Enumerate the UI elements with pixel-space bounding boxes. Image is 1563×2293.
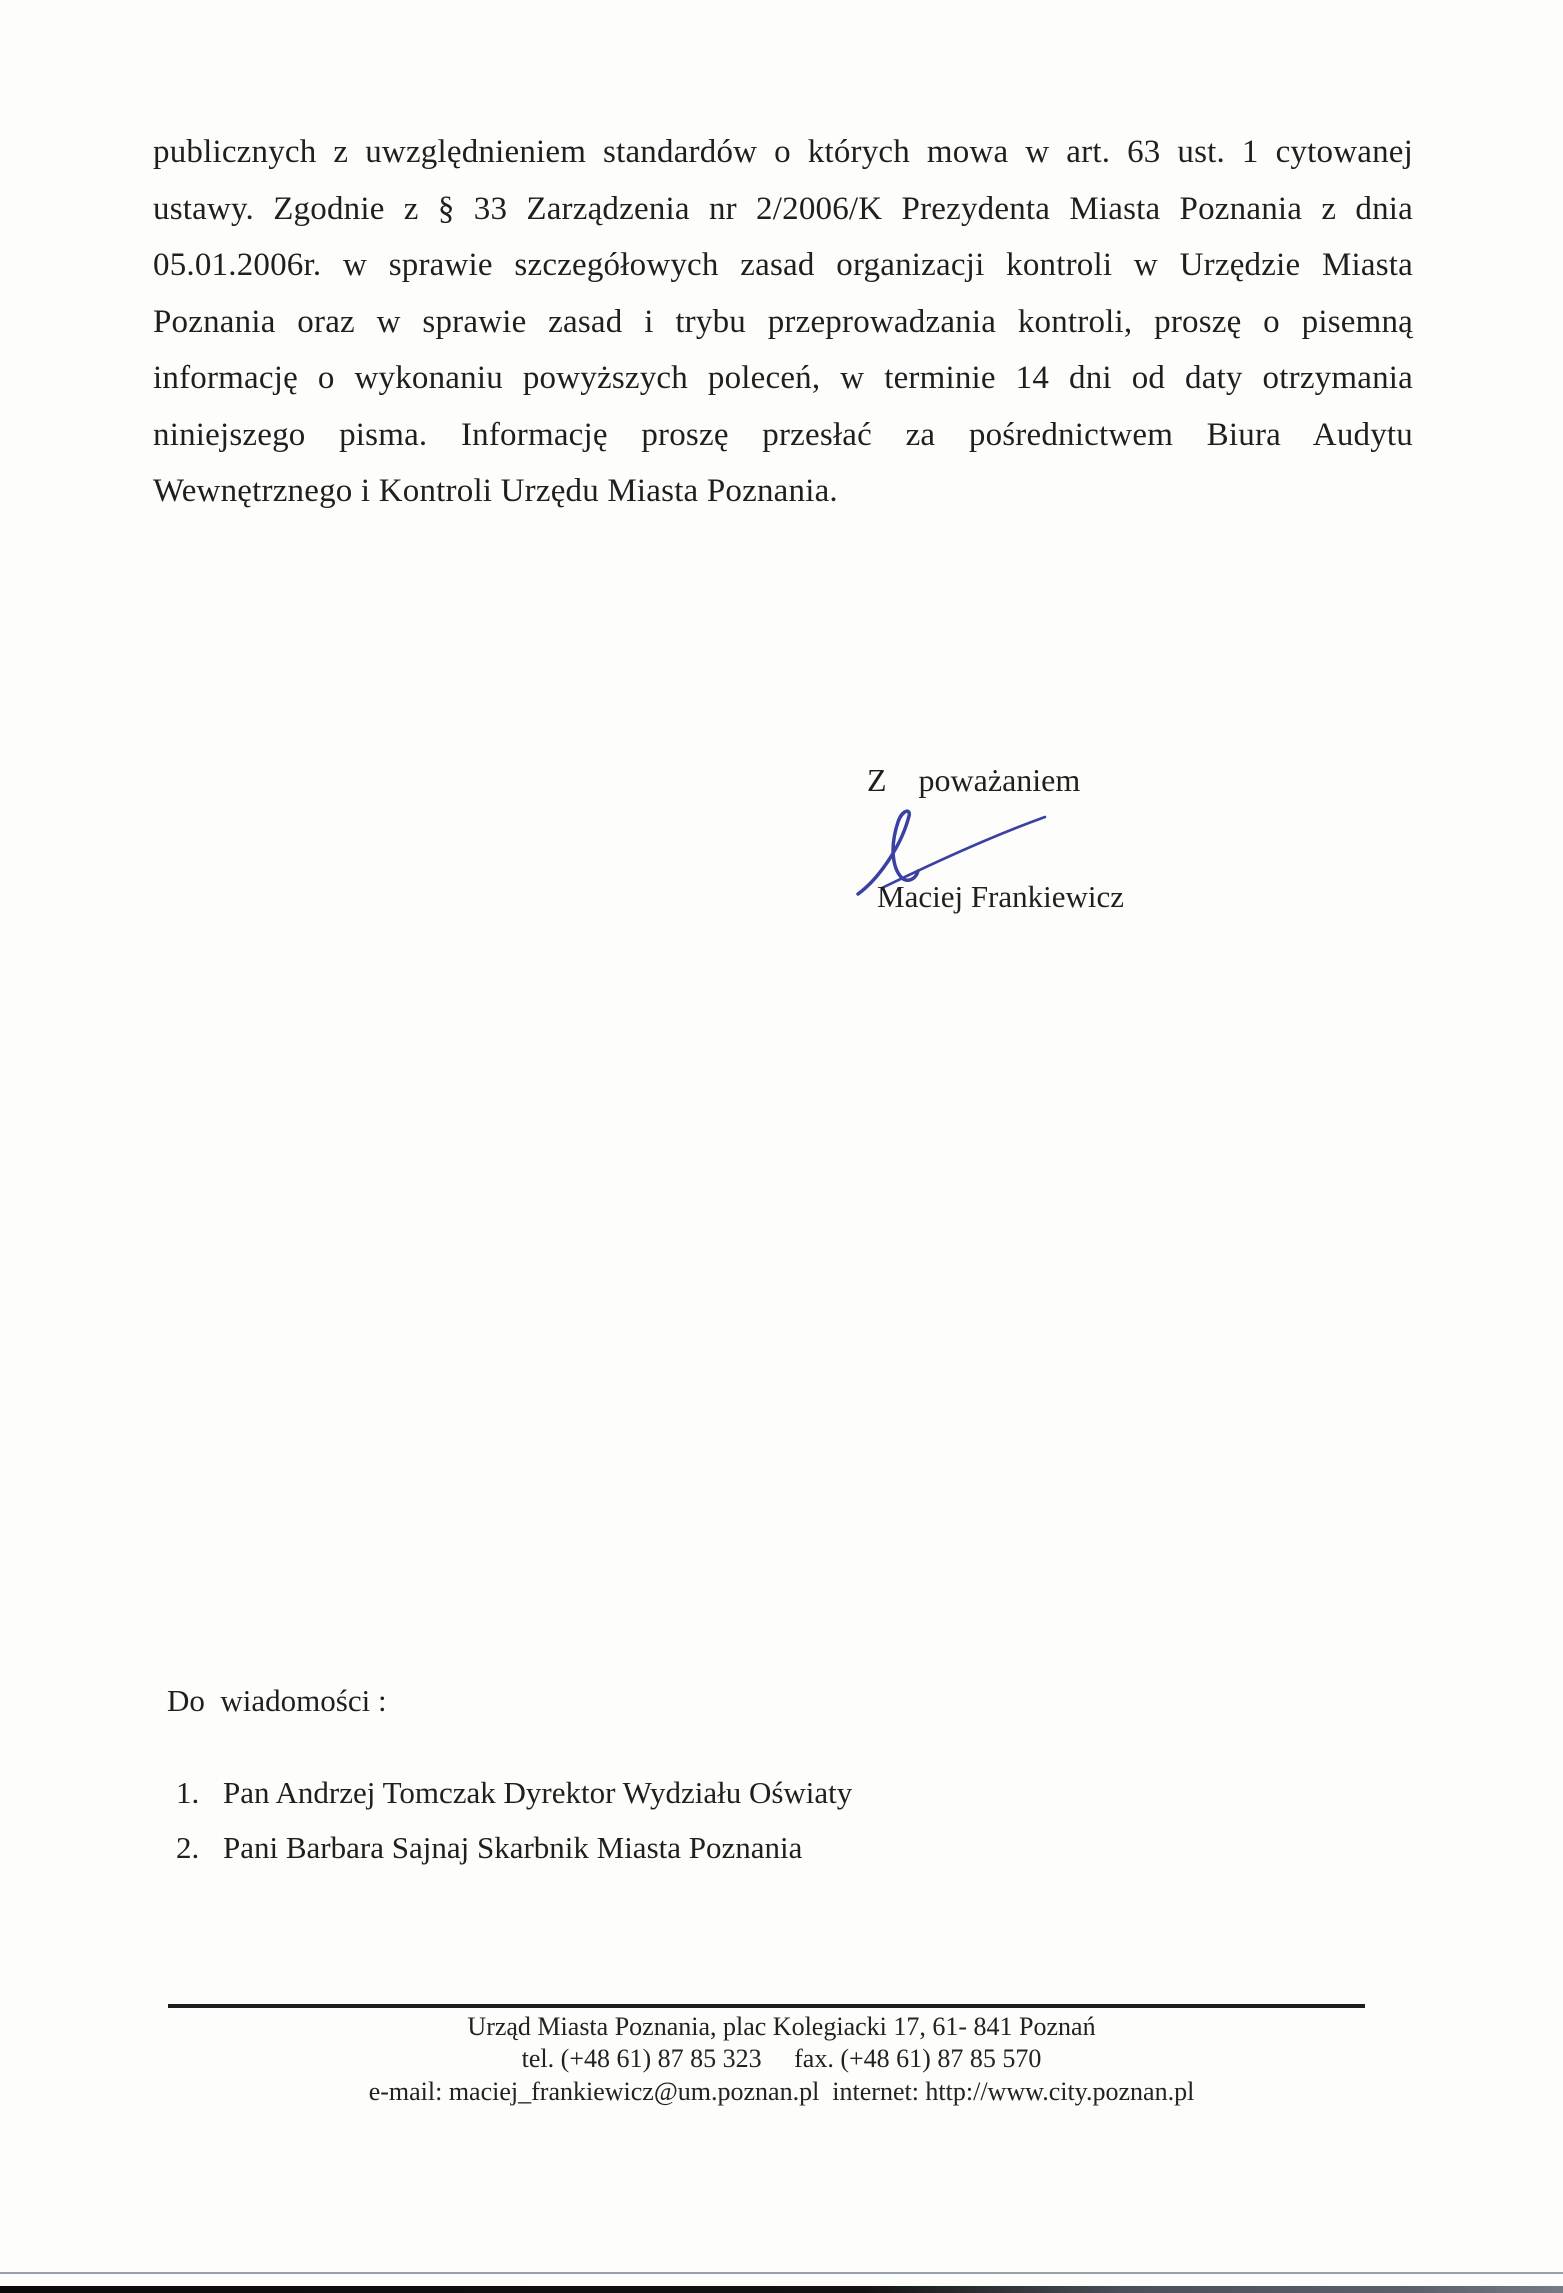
body-line: informację o wykonaniu powyższych poleceń, w terminie 14 dni od daty otrzymania	[153, 360, 1413, 396]
footer-phone-fax: tel. (+48 61) 87 85 323 fax. (+48 61) 87 85 570	[521, 2044, 1042, 2073]
body-line: niniejszego pisma. Informację proszę przesłać za pośrednictwem Biura Audytu	[153, 416, 1413, 453]
letter-body-paragraph	[153, 124, 1413, 520]
cc-item-number: 2.	[176, 1830, 200, 1865]
footer-email-web: e-mail: maciej_frankiewicz@um.poznan.pl internet: http://www.city.poznan.pl	[368, 2077, 1195, 2106]
signer-name: Maciej Frankiewicz	[877, 879, 1125, 914]
cc-item-text: Pan Andrzej Tomczak Dyrektor Wydziału Oświaty	[223, 1775, 853, 1810]
footer-divider	[168, 2004, 1365, 2008]
cc-item-number: 1.	[176, 1775, 200, 1810]
cc-heading: Do wiadomości :	[167, 1683, 387, 1718]
scan-edge-bar	[0, 2286, 1563, 2293]
body-line: ustawy. Zgodnie z § 33 Zarządzenia nr 2/2006/K Prezydenta Miasta Poznania z dnia	[153, 190, 1413, 227]
cc-item-text: Pani Barbara Sajnaj Skarbnik Miasta Poznania	[223, 1830, 803, 1865]
cc-item	[145, 1794, 802, 1902]
body-line: 05.01.2006r. w sprawie szczegółowych zasad organizacji kontroli w Urzędzie Miasta	[153, 247, 1413, 283]
scan-edge-line	[0, 2272, 1563, 2274]
closing-salutation: Z poważaniem	[867, 762, 1081, 798]
body-line: publicznych z uwzględnieniem standardów o których mowa w art. 63 ust. 1 cytowanej	[153, 134, 1413, 170]
footer-address: Urząd Miasta Poznania, plac Kolegiacki 17, 61- 841 Poznań	[467, 2012, 1096, 2041]
body-line: Poznania oraz w sprawie zasad i trybu przeprowadzania kontroli, proszę o pisemną	[153, 303, 1413, 340]
body-line: Wewnętrznego i Kontroli Urzędu Miasta Poznania.	[153, 473, 838, 509]
